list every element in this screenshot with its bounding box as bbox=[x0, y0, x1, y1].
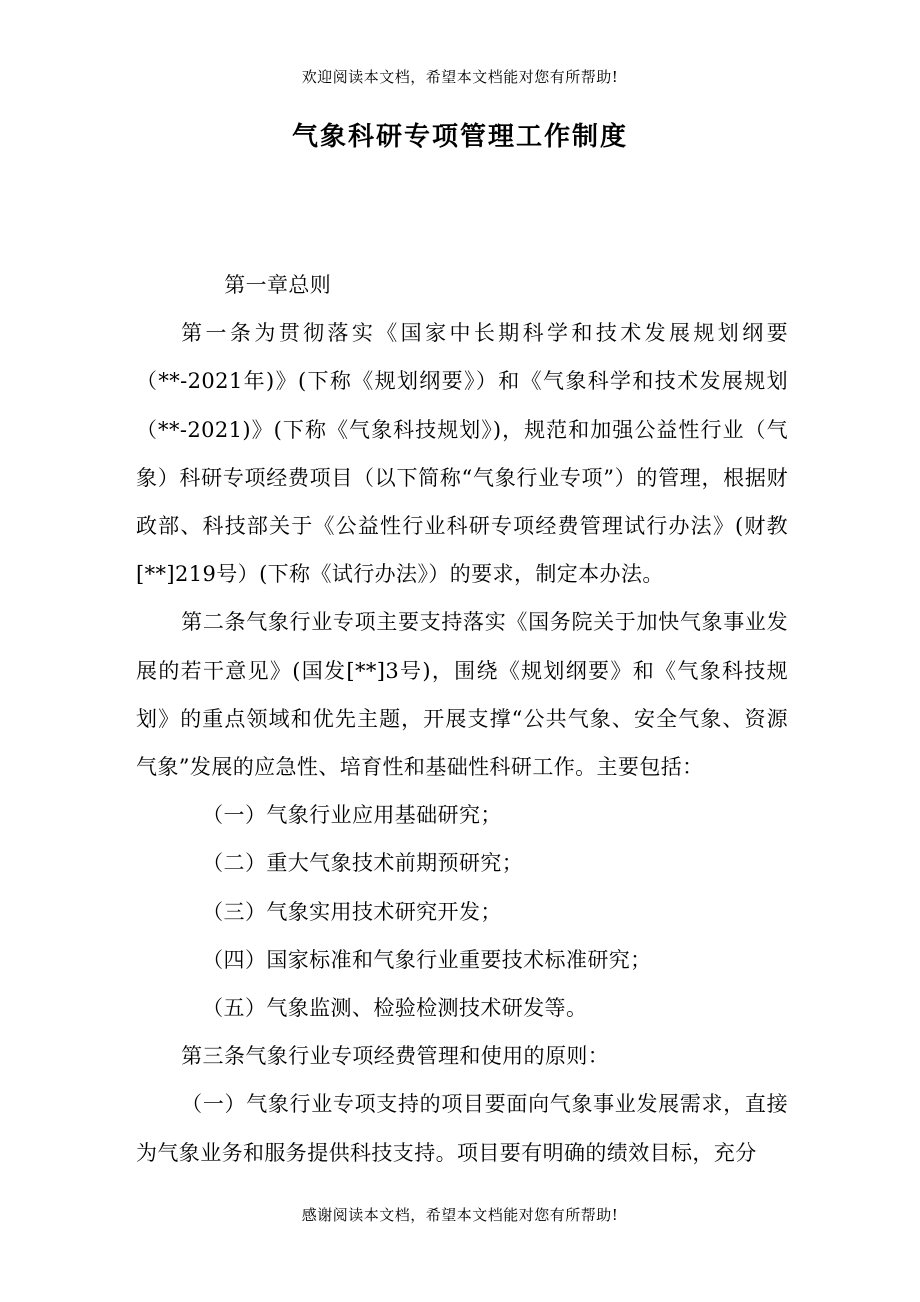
article-2-item-2: （二）重大气象技术前期预研究； bbox=[202, 851, 524, 876]
article-3-item-1: （一）气象行业专项支持的项目要面向气象事业发展需求，直接为气象业务和服务提供科技支持。项目要有明确的绩效目标，充分 bbox=[136, 1092, 788, 1165]
article-2-item-5: （五）气象监测、检验检测技术研发等。 bbox=[202, 996, 588, 1021]
article-2-item-1: （一）气象行业应用基础研究； bbox=[202, 803, 502, 828]
article-2: 第二条气象行业专项主要支持落实《国务院关于加快气象事业发展的若干意见》(国发[**]3号)，围绕《规划纲要》和《气象科技规划》的重点领域和优先主题，开展支撑“公共气象、安全气象、资源气象”发展的应急性、培育性和基础性科研工作。主要包括： bbox=[136, 610, 788, 780]
article-3: 第三条气象行业专项经费管理和使用的原则： bbox=[181, 1044, 610, 1069]
article-2-item-3: （三）气象实用技术研究开发； bbox=[202, 899, 502, 924]
document-title: 气象科研专项管理工作制度 bbox=[291, 122, 628, 152]
article-1: 第一条为贯彻落实《国家中长期科学和技术发展规划纲要（**-2021年)》(下称《规划纲要》）和《气象科学和技术发展规划（**-2021)》(下称《气象科技规划》)，规范和加强公益性行业（气象）科研专项经费项目（以下简称“气象行业专项”）的管理，根据财政部、科技部关于《公益性行业科研专项经费管理试行办法》(财教[**]219号）(下称《试行办法》）的要求，制定本办法。 bbox=[136, 321, 788, 587]
header-note: 欢迎阅读本文档，希望本文档能对您有所帮助! bbox=[301, 68, 619, 86]
footer-note: 感谢阅读本文档，希望本文档能对您有所帮助! bbox=[301, 1206, 619, 1224]
chapter-heading: 第一章总则 bbox=[224, 273, 332, 297]
article-2-item-4: （四）国家标准和气象行业重要技术标准研究； bbox=[202, 947, 652, 972]
document-body bbox=[136, 261, 788, 1177]
